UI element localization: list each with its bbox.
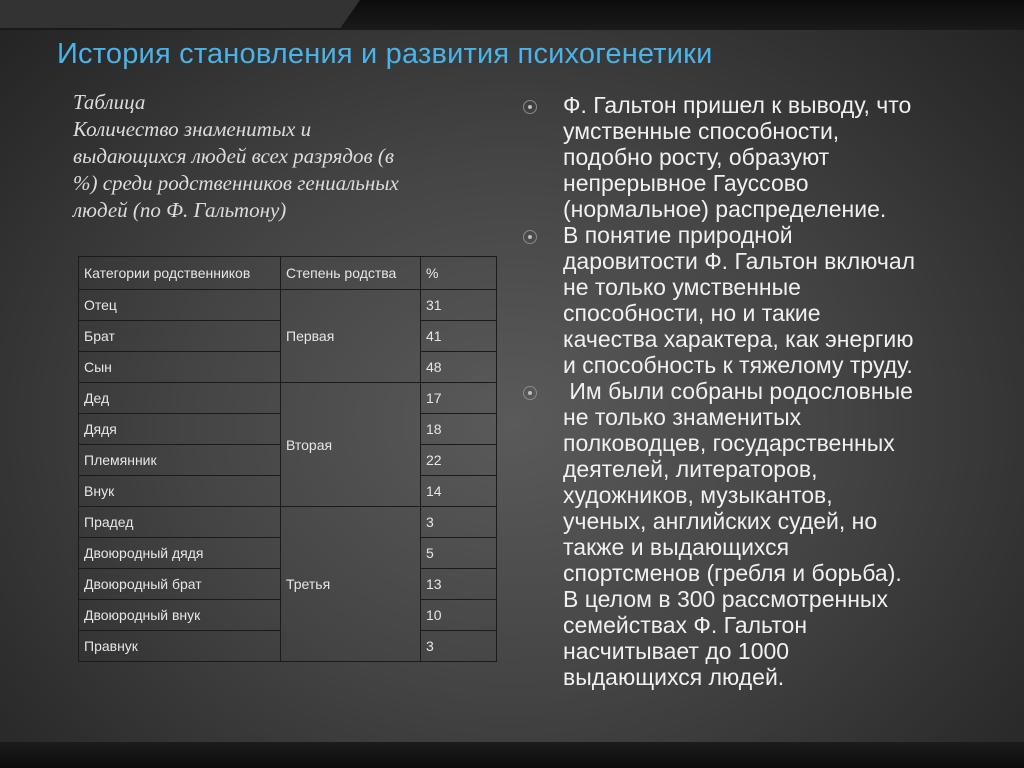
relative-cell: Племянник xyxy=(79,445,281,476)
relative-cell: Прадед xyxy=(79,507,281,538)
bottom-decoration-bar xyxy=(0,742,1024,768)
degree-cell: Вторая xyxy=(281,383,421,507)
bullet-line: непрерывное Гауссово xyxy=(563,170,809,196)
percent-cell: 41 xyxy=(421,321,497,352)
bullet-line: даровитости Ф. Гальтон включал xyxy=(563,248,916,274)
caption-line: %) среди родственников гениальных xyxy=(73,171,399,195)
circle-bullet-icon xyxy=(523,100,537,114)
bullet-text xyxy=(563,222,1003,378)
circle-bullet-icon xyxy=(523,386,537,400)
table-row xyxy=(79,507,497,538)
percent-cell: 17 xyxy=(421,383,497,414)
relative-cell: Дед xyxy=(79,383,281,414)
bullet-line: спортсменов (гребля и борьба). xyxy=(563,560,902,586)
percent-cell: 3 xyxy=(421,507,497,538)
degree-cell: Первая xyxy=(281,290,421,383)
percent-cell: 5 xyxy=(421,538,497,569)
bullet-item xyxy=(523,92,1003,222)
relatives-table xyxy=(78,256,497,662)
table-row xyxy=(79,383,497,414)
percent-cell: 3 xyxy=(421,631,497,662)
bullet-line: также и выдающихся xyxy=(563,534,790,560)
relative-cell: Сын xyxy=(79,352,281,383)
bullet-list xyxy=(523,92,1003,690)
bullet-item xyxy=(523,222,1003,378)
top-decoration-shape xyxy=(0,0,360,28)
bullet-line: семействах Ф. Гальтон xyxy=(563,612,808,638)
bullet-line: выдающихся людей. xyxy=(563,664,785,690)
table-row xyxy=(79,290,497,321)
relative-cell: Внук xyxy=(79,476,281,507)
table-caption xyxy=(73,89,493,224)
table-header-cell: % xyxy=(421,257,497,290)
bullet-line: умственные способности, xyxy=(563,118,840,144)
bullet-line: подобно росту, образуют xyxy=(563,144,830,170)
percent-cell: 10 xyxy=(421,600,497,631)
bullet-line: художников, музыкантов, xyxy=(563,482,833,508)
caption-line: Количество знаменитых и xyxy=(73,117,312,141)
bullet-line: полководцев, государственных xyxy=(563,430,895,456)
bullet-line: насчитывает до 1000 xyxy=(563,638,790,664)
bullet-text xyxy=(563,378,1003,690)
bullet-line: деятелей, литераторов, xyxy=(563,456,818,482)
bullet-line: ученых, английских судей, но xyxy=(563,508,878,534)
relative-cell: Двоюродный дядя xyxy=(79,538,281,569)
bullet-line: Им были собраны родословные xyxy=(563,378,913,404)
percent-cell: 13 xyxy=(421,569,497,600)
relative-cell: Двоюродный внук xyxy=(79,600,281,631)
relative-cell: Двоюродный брат xyxy=(79,569,281,600)
bullet-item xyxy=(523,378,1003,690)
bullet-line: В понятие природной xyxy=(563,222,793,248)
relative-cell: Брат xyxy=(79,321,281,352)
bullet-line: не только умственные xyxy=(563,274,801,300)
caption-line: Таблица xyxy=(73,90,146,114)
percent-cell: 48 xyxy=(421,352,497,383)
caption-line: людей (по Ф. Гальтону) xyxy=(73,198,287,222)
bullet-line: способности, но и такие xyxy=(563,300,821,326)
bullet-text xyxy=(563,92,1003,222)
top-decoration-bar xyxy=(0,0,1024,30)
relative-cell: Правнук xyxy=(79,631,281,662)
bullet-line: В целом в 300 рассмотренных xyxy=(563,586,888,612)
bullet-line: и способность к тяжелому труду. xyxy=(563,352,913,378)
bullet-line: не только знаменитых xyxy=(563,404,802,430)
percent-cell: 22 xyxy=(421,445,497,476)
bullet-line: (нормальное) распределение. xyxy=(563,196,887,222)
percent-cell: 18 xyxy=(421,414,497,445)
percent-cell: 31 xyxy=(421,290,497,321)
bullet-line: качества характера, как энергию xyxy=(563,326,914,352)
degree-cell: Третья xyxy=(281,507,421,662)
bullet-line: Ф. Гальтон пришел к выводу, что xyxy=(563,92,912,118)
circle-bullet-icon xyxy=(523,230,537,244)
percent-cell: 14 xyxy=(421,476,497,507)
caption-line: выдающихся людей всех разрядов (в xyxy=(73,144,394,168)
relative-cell: Отец xyxy=(79,290,281,321)
table-header-cell: Степень родства xyxy=(281,257,421,290)
slide-title: История становления и развития психогенетики xyxy=(57,38,713,70)
table-header-cell: Категории родственников xyxy=(79,257,281,290)
relative-cell: Дядя xyxy=(79,414,281,445)
table-header-row xyxy=(79,257,497,290)
